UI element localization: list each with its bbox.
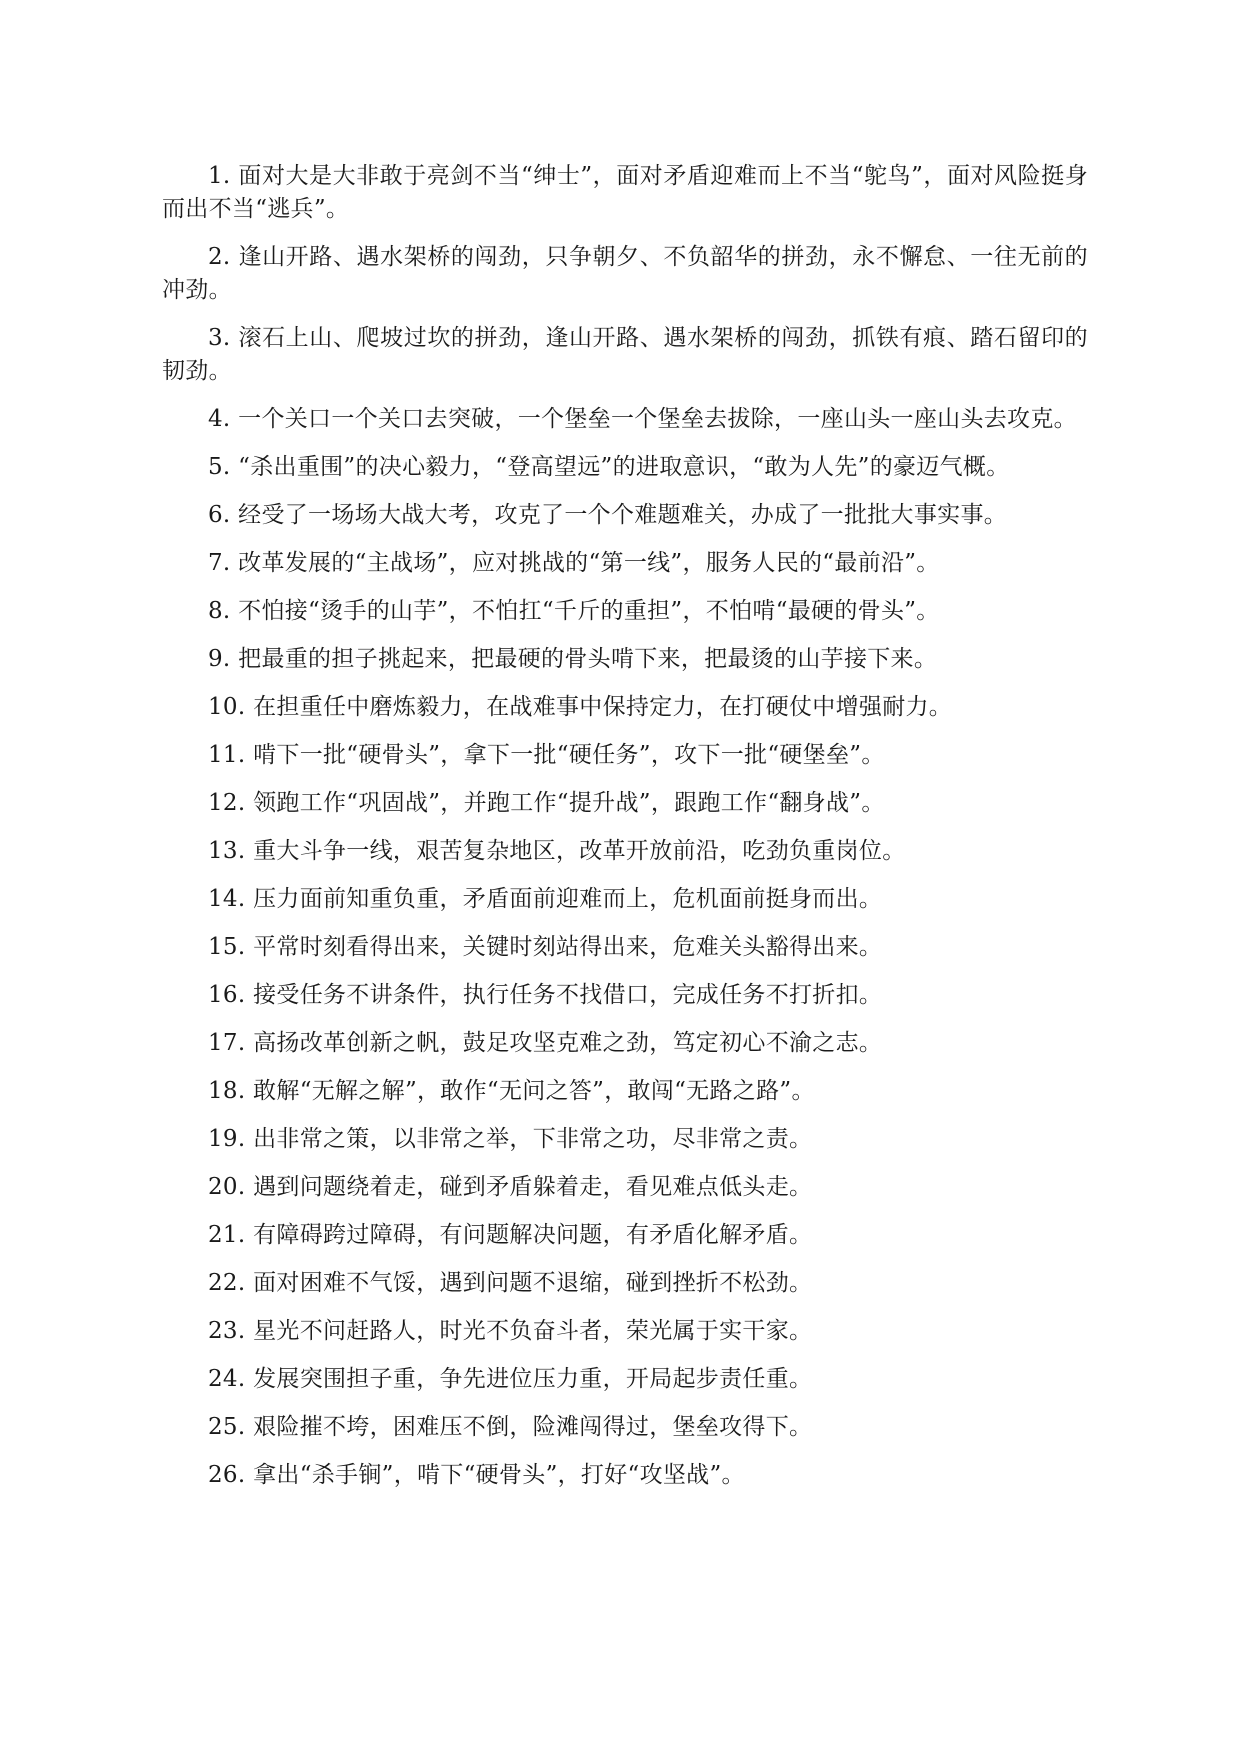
list-item: 3. 滚石上山、爬坡过坎的拼劲，逢山开路、遇水架桥的闯劲，抓铁有痕、踏石留印的韧劲。 <box>162 325 1088 384</box>
list-item: 2. 逢山开路、遇水架桥的闯劲，只争朝夕、不负韶华的拼劲，永不懈怠、一往无前的冲劲。 <box>162 244 1088 303</box>
list-item: 10. 在担重任中磨炼毅力，在战难事中保持定力，在打硬仗中增强耐力。 <box>208 694 953 720</box>
list-item: 23. 星光不问赶路人，时光不负奋斗者，荣光属于实干家。 <box>208 1318 813 1344</box>
phrase-list <box>162 160 1088 1507</box>
list-item: 4. 一个关口一个关口去突破，一个堡垒一个堡垒去拔除，一座山头一座山头去攻克。 <box>208 406 1077 432</box>
list-item: 6. 经受了一场场大战大考，攻克了一个个难题难关，办成了一批批大事实事。 <box>208 502 1008 528</box>
list-item: 19. 出非常之策，以非常之举，下非常之功，尽非常之责。 <box>208 1126 813 1152</box>
list-item: 13. 重大斗争一线，艰苦复杂地区，改革开放前沿，吃劲负重岗位。 <box>208 838 906 864</box>
list-item: 1. 面对大是大非敢于亮剑不当“绅士”，面对矛盾迎难而上不当“鸵鸟”，面对风险挺身而出不当“逃兵”。 <box>162 163 1088 222</box>
list-item: 15. 平常时刻看得出来，关键时刻站得出来，危难关头豁得出来。 <box>208 934 883 960</box>
list-item: 25. 艰险摧不垮，困难压不倒，险滩闯得过，堡垒攻得下。 <box>208 1414 813 1440</box>
list-item: 24. 发展突围担子重，争先进位压力重，开局起步责任重。 <box>208 1366 813 1392</box>
list-item: 18. 敢解“无解之解”，敢作“无问之答”，敢闯“无路之路”。 <box>208 1078 815 1104</box>
list-item: 14. 压力面前知重负重，矛盾面前迎难而上，危机面前挺身而出。 <box>208 886 883 912</box>
list-item: 16. 接受任务不讲条件，执行任务不找借口，完成任务不打折扣。 <box>208 982 883 1008</box>
list-item: 5. “杀出重围”的决心毅力，“登高望远”的进取意识，“敢为人先”的豪迈气概。 <box>208 454 1010 480</box>
list-item: 22. 面对困难不气馁，遇到问题不退缩，碰到挫折不松劲。 <box>208 1270 813 1296</box>
list-item: 11. 啃下一批“硬骨头”，拿下一批“硬任务”，攻下一批“硬堡垒”。 <box>208 742 885 768</box>
list-item: 26. 拿出“杀手锏”，啃下“硬骨头”，打好“攻坚战”。 <box>208 1462 745 1488</box>
list-item: 17. 高扬改革创新之帆，鼓足攻坚克难之劲，笃定初心不渝之志。 <box>208 1030 883 1056</box>
list-item: 9. 把最重的担子挑起来，把最硬的骨头啃下来，把最烫的山芋接下来。 <box>208 646 938 672</box>
list-item: 7. 改革发展的“主战场”，应对挑战的“第一线”，服务人民的“最前沿”。 <box>208 550 940 576</box>
list-item: 12. 领跑工作“巩固战”，并跑工作“提升战”，跟跑工作“翻身战”。 <box>208 790 885 816</box>
list-item: 21. 有障碍跨过障碍，有问题解决问题，有矛盾化解矛盾。 <box>208 1222 813 1248</box>
list-item: 8. 不怕接“烫手的山芋”，不怕扛“千斤的重担”，不怕啃“最硬的骨头”。 <box>208 598 940 624</box>
list-item: 20. 遇到问题绕着走，碰到矛盾躲着走，看见难点低头走。 <box>208 1174 813 1200</box>
